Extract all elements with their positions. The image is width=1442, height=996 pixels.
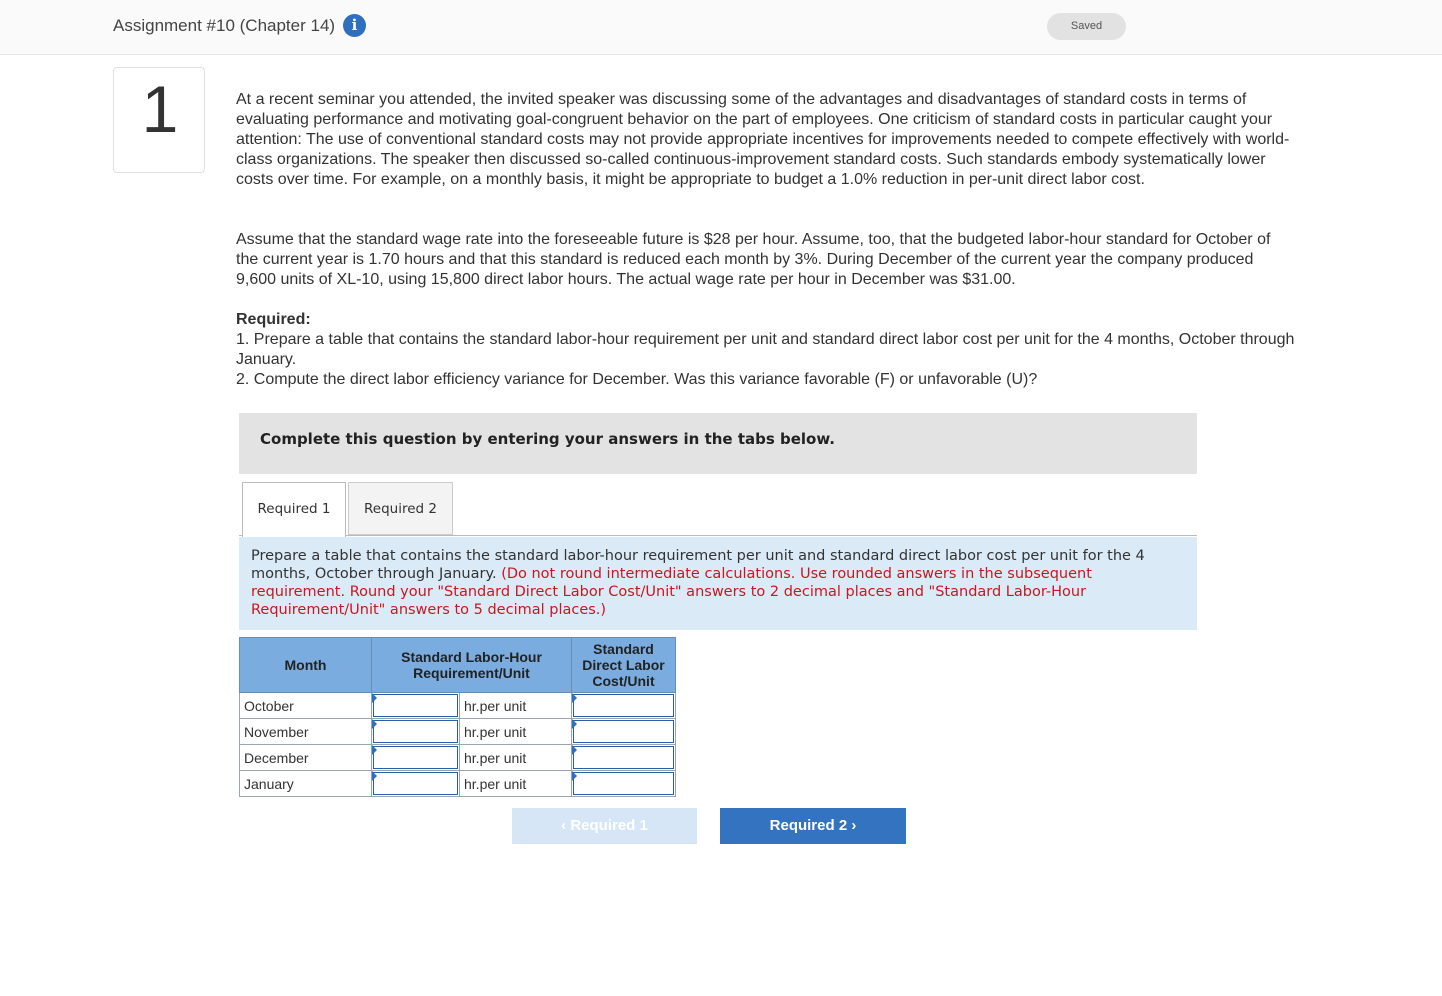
labor-cost-input[interactable] [572, 745, 676, 771]
info-icon[interactable]: i [343, 14, 366, 37]
instruction-banner [239, 413, 1197, 474]
table-row [240, 771, 676, 797]
instructions-note: (Do not round intermediate calculations. Use rounded answers in the subsequent requirement. Round your "Standard Direct Labor Cost/Unit" answers to 2 decimal places and "Standard Labor-Hour Requirement/Unit" answers to 5 decimal places.) [251, 566, 1092, 618]
month-cell: January [240, 771, 372, 797]
labor-hour-input[interactable] [372, 745, 460, 771]
table-row [240, 719, 676, 745]
assignment-title: Assignment #10 (Chapter 14) [113, 16, 336, 35]
tab-required-1[interactable]: Required 1 [242, 482, 346, 537]
tab-instructions [239, 537, 1197, 630]
unit-label: hr.per unit [460, 745, 572, 771]
labor-cost-input[interactable] [572, 771, 676, 797]
chevron-left-icon: ‹ [561, 817, 567, 834]
month-cell: December [240, 745, 372, 771]
answer-table [239, 637, 676, 797]
header-month: Month [240, 638, 372, 693]
labor-hour-input[interactable] [372, 693, 460, 719]
header-labor-hour: Standard Labor-Hour Requirement/Unit [372, 638, 572, 693]
required-heading: Required: [236, 311, 311, 328]
labor-hour-input[interactable] [372, 771, 460, 797]
prev-required-button[interactable] [512, 808, 697, 844]
saved-status-badge: Saved [1047, 13, 1126, 40]
tab-required-2[interactable]: Required 2 [348, 482, 453, 535]
question-paragraph-1: At a recent seminar you attended, the invited speaker was discussing some of the advantages and disadvantages of standard costs in terms of evaluating performance and motivating goal-congruent behavior on the part of employees. One criticism of standard costs in particular caught your attention: The use of conventional standard costs may not provide appropriate incentives for improvements needed to compete effectively with world-class organizations. The speaker then discussed so-called continuous-improvement standard costs. Such standards embody systematically lower costs over time. For example, on a monthly basis, it might be appropriate to budget a 1.0% reduction in per-unit direct labor cost. [236, 91, 1290, 188]
top-bar [0, 0, 1442, 55]
table-row [240, 745, 676, 771]
banner-text: Complete this question by entering your answers in the tabs below. [260, 430, 835, 448]
next-button-label: Required 2 [769, 817, 848, 834]
unit-label: hr.per unit [460, 693, 572, 719]
required-item-1: 1. Prepare a table that contains the standard labor-hour requirement per unit and standard direct labor cost per unit for the 4 months, October through January. [236, 331, 1295, 368]
month-cell: November [240, 719, 372, 745]
question-paragraph-2: Assume that the standard wage rate into the foreseeable future is $28 per hour. Assume, too, that the budgeted labor-hour standard for October of the current year is 1.70 hours and that this standard is reduced each month by 3%. During December of the current year the company produced 9,600 units of XL-10, using 15,800 direct labor hours. The actual wage rate per hour in December was $31.00. [236, 231, 1271, 288]
next-required-button[interactable] [720, 808, 906, 844]
chevron-right-icon: › [851, 817, 857, 834]
unit-label: hr.per unit [460, 771, 572, 797]
question-number-box [113, 67, 205, 173]
unit-label: hr.per unit [460, 719, 572, 745]
month-cell: October [240, 693, 372, 719]
header-labor-cost: Standard Direct Labor Cost/Unit [572, 638, 676, 693]
tab-divider [239, 535, 1197, 536]
required-item-2: 2. Compute the direct labor efficiency variance for December. Was this variance favorable (F) or unfavorable (U)? [236, 371, 1038, 388]
labor-hour-input[interactable] [372, 719, 460, 745]
labor-cost-input[interactable] [572, 719, 676, 745]
table-row [240, 693, 676, 719]
required-section [236, 310, 1296, 390]
instructions-main: Prepare a table that contains the standard labor-hour requirement per unit and standard direct labor cost per unit for the 4 months, October through January. [251, 548, 1145, 582]
prev-button-label: Required 1 [570, 817, 648, 834]
question-number: 1 [141, 72, 179, 146]
labor-cost-input[interactable] [572, 693, 676, 719]
